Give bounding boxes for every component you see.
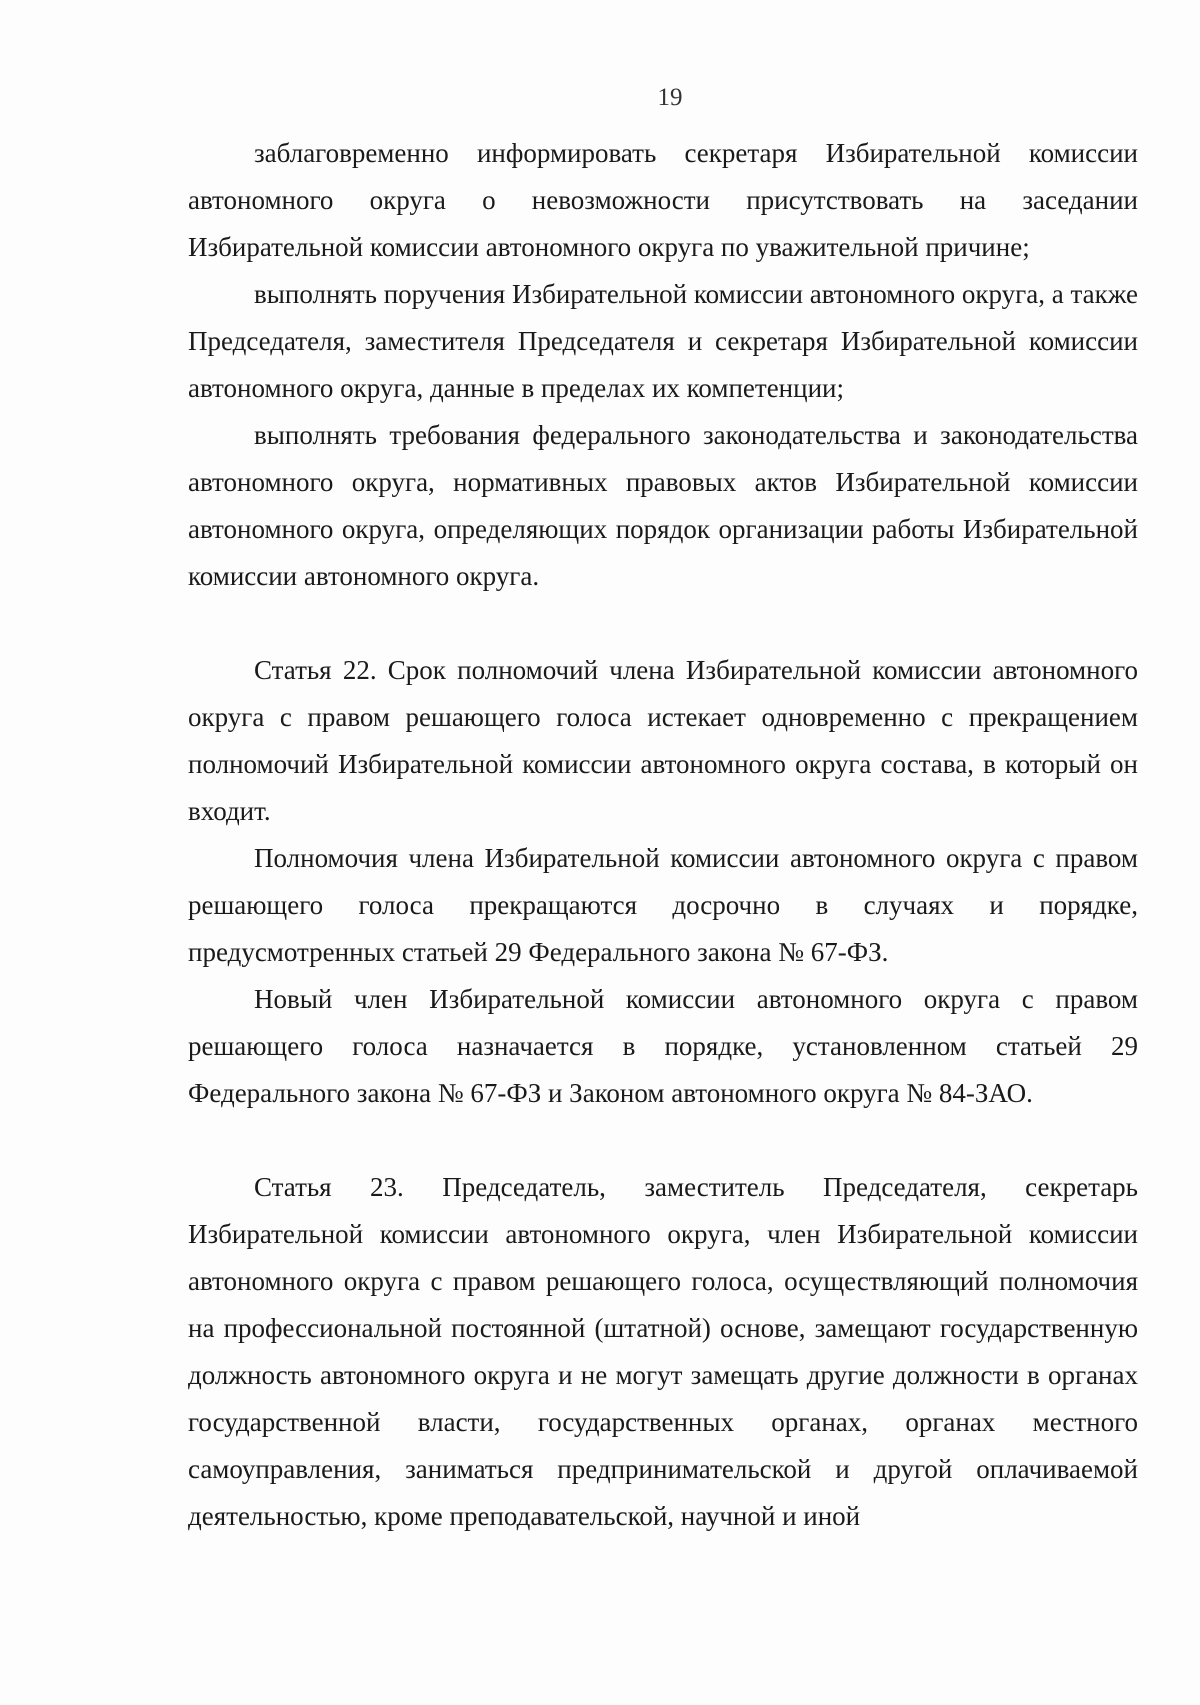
paragraph: Полномочия члена Избирательной комиссии автономного округа с правом решающего голоса прекращаются досрочно в случаях и порядке, предусмотренных статьей 29 Федерального закона № 67-ФЗ. (188, 843, 1138, 967)
page-number: 19 (657, 84, 683, 111)
article-23-paragraph (188, 1164, 1138, 1540)
article-22-label: Статья 22. (254, 655, 377, 685)
paragraph: выполнять поручения Избирательной комиссии автономного округа, а также Председателя, заместителя Председателя и секретаря Избирательной комиссии автономного округа, данные в пределах их компетенции; (188, 279, 1138, 403)
document-body (188, 130, 1138, 1540)
section-gap (188, 1117, 1138, 1164)
article-23-text: Председатель, заместитель Председателя, секретарь Избирательной комиссии автономного округа, член Избирательной комиссии автономного округа с правом решающего голоса, осуществляющий полномочия на профессиональной постоянной (штатной) основе, замещают государственную должность автономного округа и не могут замещать другие должности в органах государственной власти, государственных органах, органах местного самоуправления, заниматься предпринимательской и другой оплачиваемой деятельностью, кроме преподавательской, научной и иной (188, 1172, 1138, 1531)
paragraph: заблаговременно информировать секретаря Избирательной комиссии автономного округа о невозможности присутствовать на заседании Избирательной комиссии автономного округа по уважительной причине; (188, 138, 1138, 262)
section-gap (188, 600, 1138, 647)
paragraph: выполнять требования федерального законодательства и законодательства автономного округа, нормативных правовых актов Избирательной комиссии автономного округа, определяющих порядок организации работы Избирательной комиссии автономного округа. (188, 420, 1138, 591)
article-22-paragraph (188, 647, 1138, 835)
article-22-text: Срок полномочий члена Избирательной комиссии автономного округа с правом решающего голоса истекает одновременно с прекращением полномочий Избирательной комиссии автономного округа состава, в который он входит. (188, 655, 1138, 826)
article-23-label: Статья 23. (254, 1172, 404, 1202)
paragraph: Новый член Избирательной комиссии автономного округа с правом решающего голоса назначается в порядке, установленном статьей 29 Федерального закона № 67-ФЗ и Законом автономного округа № 84-ЗАО. (188, 984, 1138, 1108)
